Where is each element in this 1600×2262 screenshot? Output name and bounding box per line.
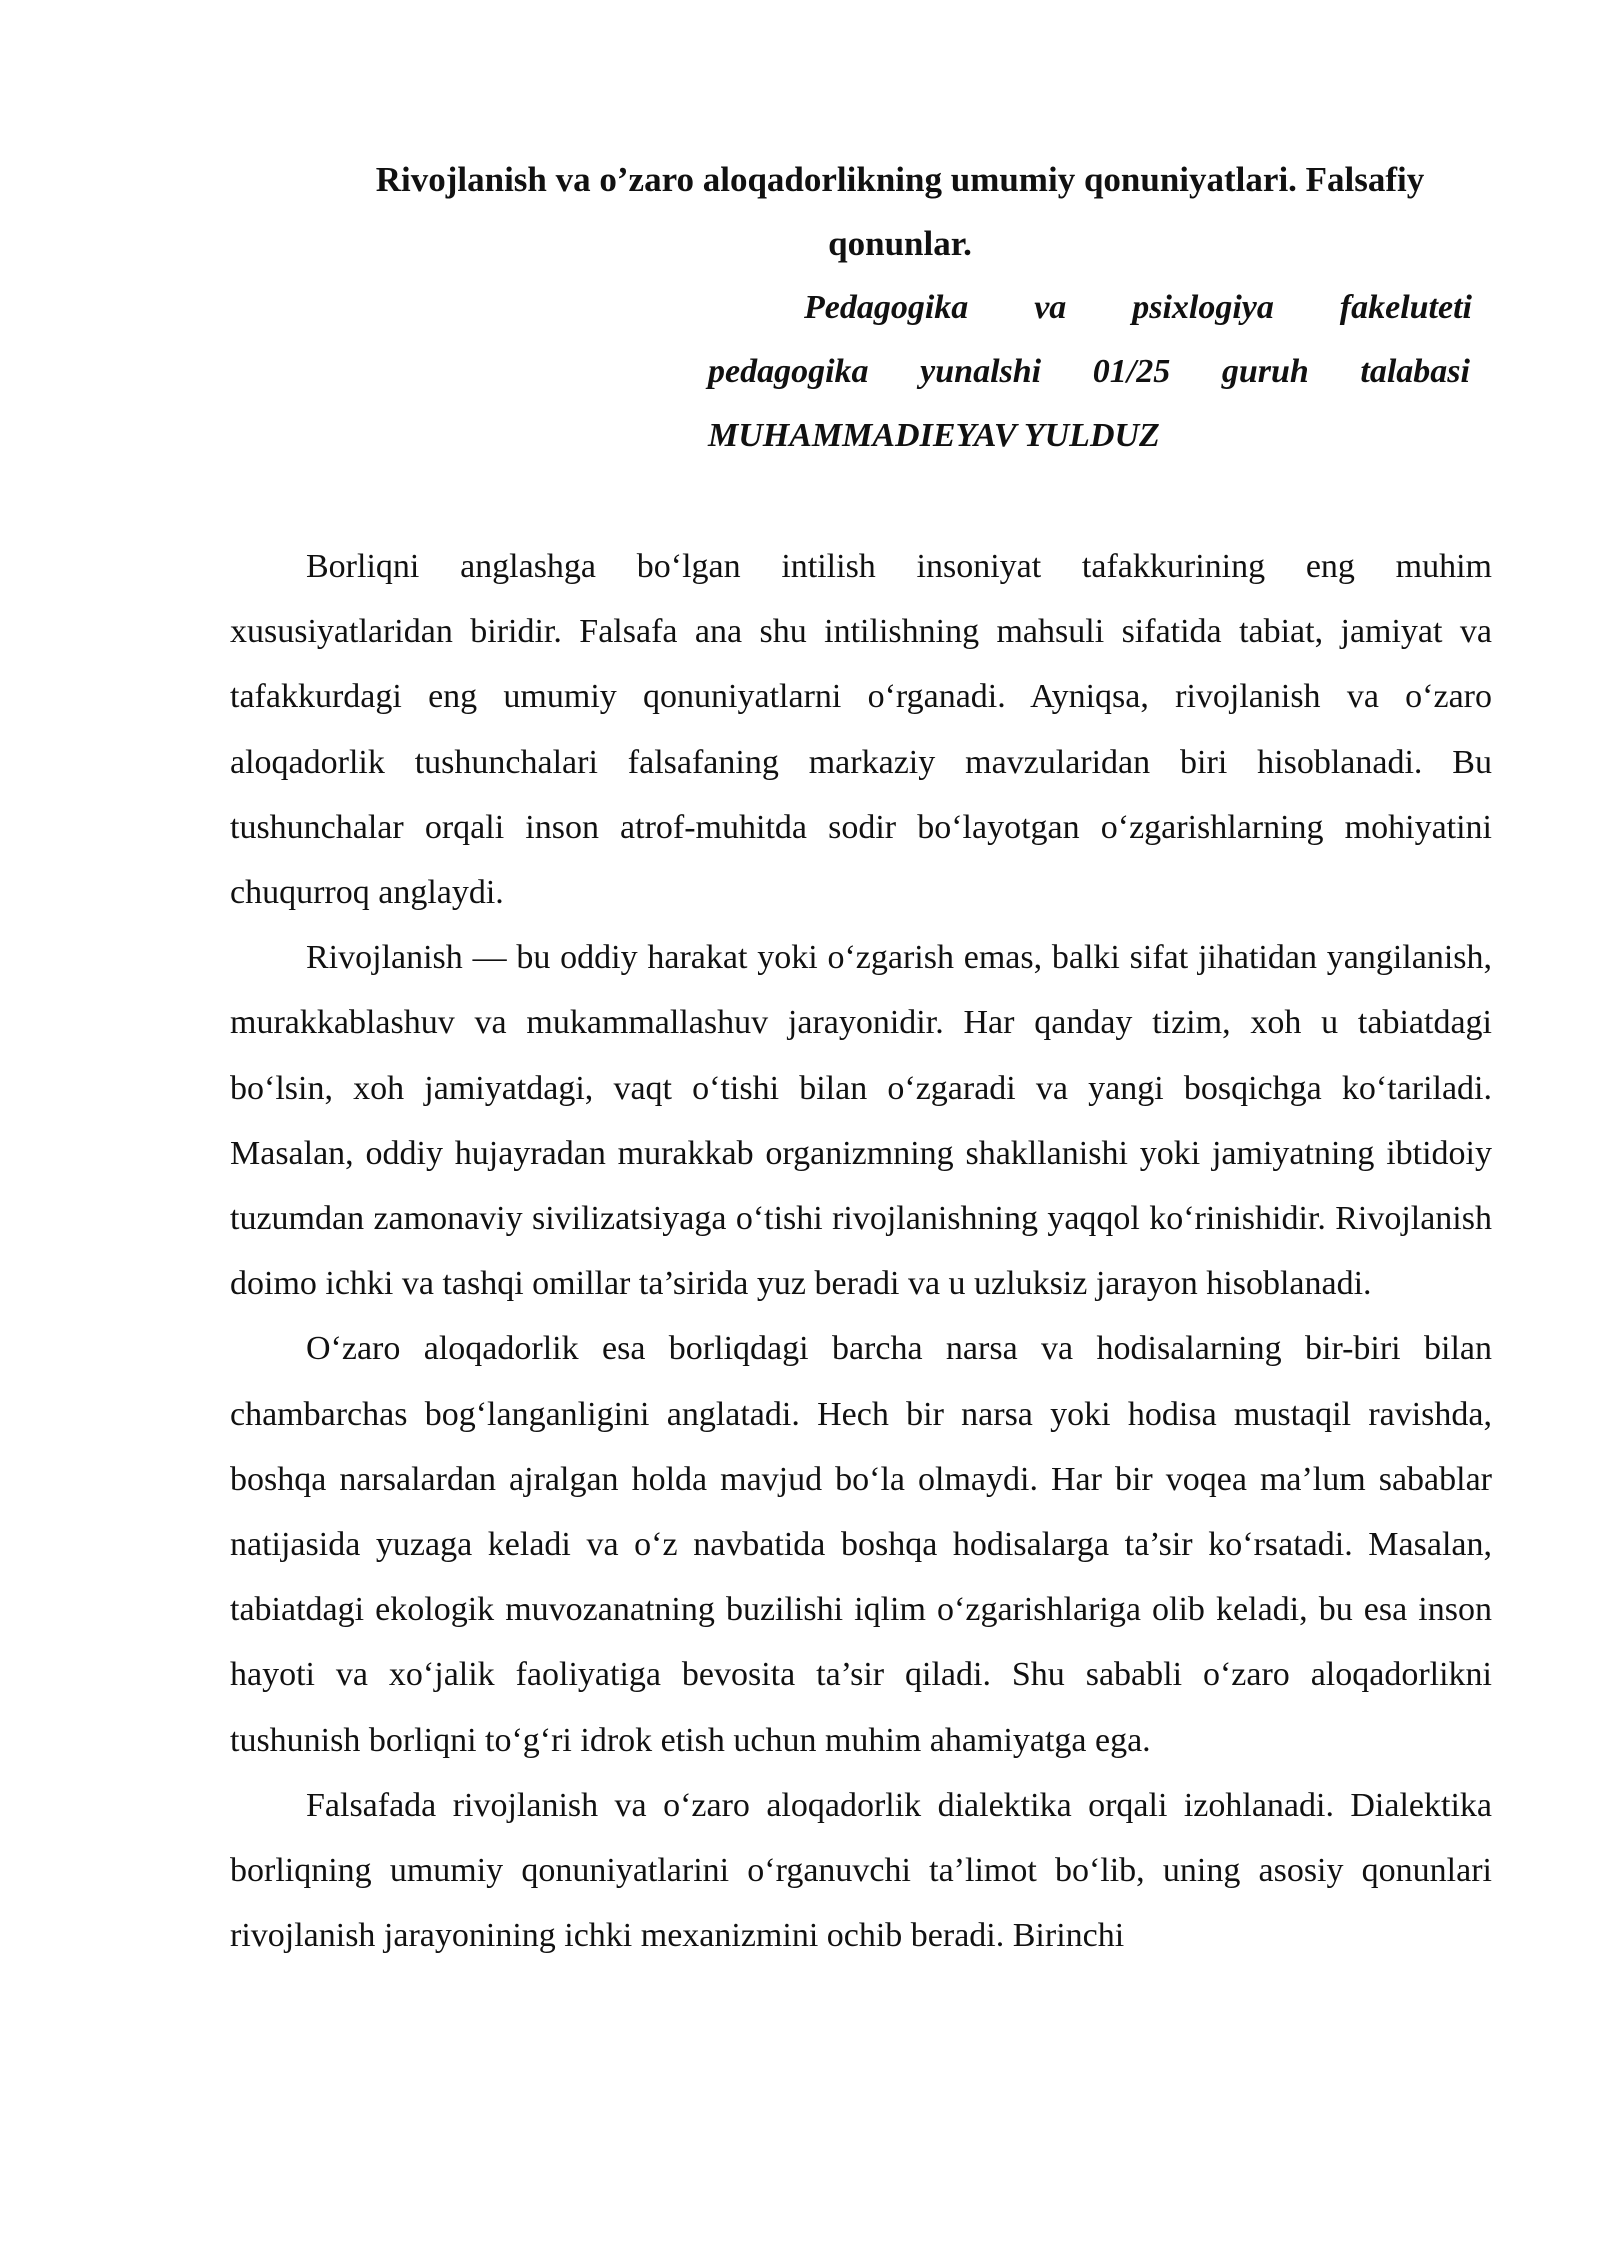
document-title: [300, 148, 1500, 276]
paragraph: Rivojlanish — bu oddiy harakat yoki o‘zgarish emas, balki sifat jihatidan yangilanish, murakkablashuv va mukammallashuv jarayonidir. Har qanday tizim, xoh u tabiatdagi bo‘lsin, xoh jamiyatdagi, vaqt o‘tishi bilan o‘zgaradi va yangi bosqichga ko‘tariladi. Masalan, oddiy hujayradan murakkab organizmning shakllanishi yoki jamiyatning ibtidoiy tuzumdan zamonaviy sivilizatsiyaga o‘tishi rivojlanishning yaqqol ko‘rinishidir. Rivojlanish doimo ichki va tashqi omillar ta’sirida yuz beradi va u uzluksiz jarayon hisoblanadi.: [230, 939, 1492, 1303]
paragraph: Borliqni anglashga bo‘lgan intilish insoniyat tafakkurining eng muhim xususiyatlaridan biridir. Falsafa ana shu intilishning mahsuli sifatida tabiat, jamiyat va tafakkurdagi eng umumiy qonuniyatlarni o‘rganadi. Ayniqsa, rivojlanish va o‘zaro aloqadorlik tushunchalari falsafaning markaziy mavzularidan biri hisoblanadi. Bu tushunchalar orqali inson atrof-muhitda sodir bo‘layotgan o‘zgarishlarning mohiyatini chuqurroq anglaydi.: [230, 548, 1492, 912]
title-line-1: Rivojlanish va o’zaro aloqadorlikning umumiy qonuniyatlari. Falsafiy: [375, 160, 1425, 199]
paragraph: O‘zaro aloqadorlik esa borliqdagi barcha narsa va hodisalarning bir-biri bilan chambarchas bog‘langanligini anglatadi. Hech bir narsa yoki hodisa mustaqil ravishda, boshqa narsalardan ajralgan holda mavjud bo‘la olmaydi. Har bir voqea ma’lum sabablar natijasida yuzaga keladi va o‘z navbatida boshqa hodisalarga ta’sir ko‘rsatadi. Masalan, tabiatdagi ekologik muvozanatning buzilishi iqlim o‘zgarishlariga olib keladi, bu esa inson hayoti va xo‘jalik faoliyatiga bevosita ta’sir qiladi. Shu sababli o‘zaro aloqadorlikni tushunish borliqni to‘g‘ri idrok etish uchun muhim ahamiyatga ega.: [230, 1330, 1492, 1759]
title-line-2: qonunlar.: [828, 224, 972, 263]
author-faculty: Pedagogika va psixlogiya fakeluteti: [804, 289, 1472, 326]
author-name: MUHAMMADIEYAV YULDUZ: [708, 417, 1160, 454]
document-body: [230, 534, 1492, 1968]
author-block: [708, 276, 1472, 468]
author-group: pedagogika yunalshi 01/25 guruh talabasi: [708, 353, 1470, 390]
paragraph: Falsafada rivojlanish va o‘zaro aloqadorlik dialektika orqali izohlanadi. Dialektika borliqning umumiy qonuniyatlarini o‘rganuvchi ta’limot bo‘lib, uning asosiy qonunlari rivojlanish jarayonining ichki mexanizmini ochib beradi. Birinchi: [230, 1786, 1492, 1955]
